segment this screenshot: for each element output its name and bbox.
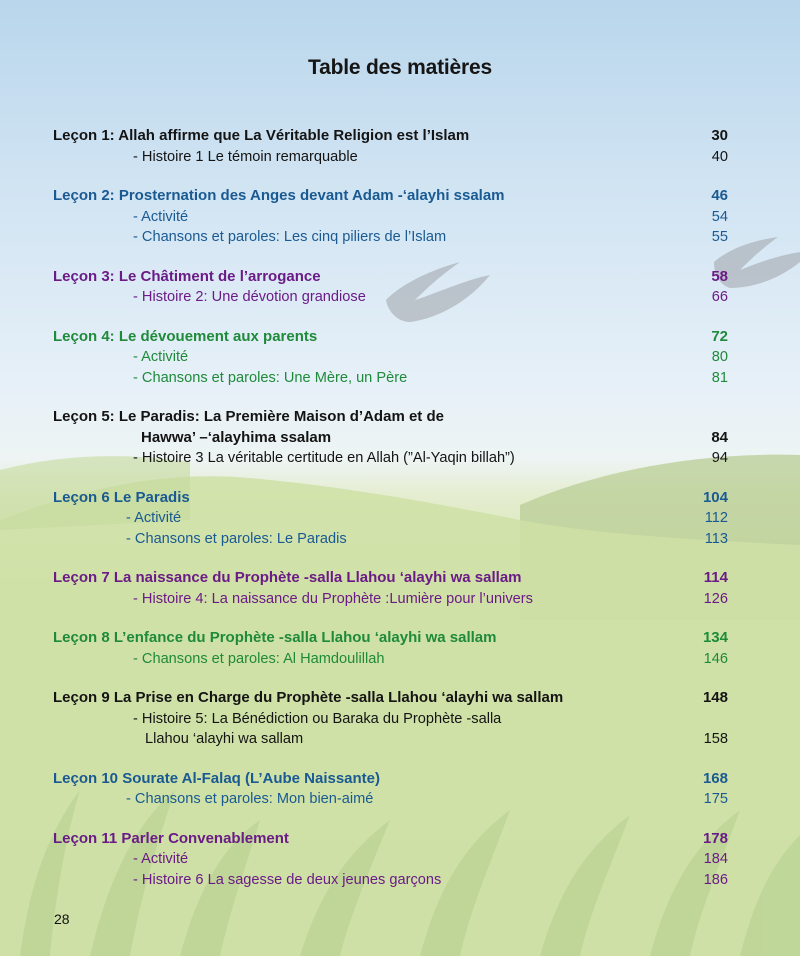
subentry-label: - Histoire 5: La Bénédiction ou Baraka du Prophète -salla <box>133 710 502 727</box>
toc-subentry[interactable] <box>53 147 728 168</box>
toc-entry[interactable] <box>53 327 728 348</box>
toc-lesson-4 <box>53 327 728 389</box>
toc-lesson-3 <box>53 267 728 308</box>
subentry-label: - Histoire 6 La sagesse de deux jeunes garçons <box>133 871 442 888</box>
toc-subentry[interactable] <box>53 347 728 368</box>
toc-entry[interactable] <box>53 126 728 147</box>
page-number: 28 <box>54 911 70 927</box>
toc-lesson-11 <box>53 829 728 891</box>
toc-lesson-10 <box>53 769 728 810</box>
subentry-label: - Chansons et paroles: Une Mère, un Père <box>133 369 408 386</box>
toc-subentry[interactable] <box>53 529 728 550</box>
toc-entry[interactable] <box>53 186 728 207</box>
toc-entry-continuation[interactable] <box>53 428 728 449</box>
page-ref: 40 <box>711 148 728 165</box>
subentry-label: - Chansons et paroles: Mon bien-aimé <box>126 791 374 807</box>
toc-entry[interactable] <box>53 267 728 288</box>
page-ref: 30 <box>711 127 728 144</box>
page-ref: 84 <box>711 428 728 446</box>
toc-subentry[interactable] <box>53 368 728 389</box>
subentry-label: - Chansons et paroles: Les cinq piliers de l’Islam <box>133 229 447 245</box>
page-ref: 114 <box>703 569 728 586</box>
page-ref: 184 <box>703 851 728 867</box>
page-ref: 134 <box>702 629 728 646</box>
page-ref: 186 <box>703 871 728 888</box>
page-title: Table des matières <box>308 56 492 79</box>
lesson-title: Leçon 4: Le dévouement aux parents <box>53 327 318 345</box>
lesson-title: Leçon 2: Prosternation des Anges devant Adam -‘alayhi ssalam <box>53 187 505 204</box>
page-ref: 81 <box>711 369 728 386</box>
page-ref: 104 <box>702 488 728 506</box>
toc-subentry[interactable] <box>53 709 728 730</box>
lesson-title: Leçon 5: Le Paradis: La Première Maison d’Adam et de <box>53 408 444 425</box>
page-ref: 146 <box>703 650 728 667</box>
page-ref: 175 <box>703 791 728 807</box>
subentry-label: - Histoire 3 La véritable certitude en Allah (”Al-Yaqin billah”) <box>133 450 515 466</box>
lesson-title-continued: Hawwa’ –‘alayhima ssalam <box>141 428 332 446</box>
lesson-title: Leçon 9 La Prise en Charge du Prophète -salla Llahou ‘alayhi wa sallam <box>53 689 564 706</box>
page-ref: 113 <box>704 530 728 547</box>
toc-subentry[interactable] <box>53 207 728 228</box>
lesson-title: Leçon 11 Parler Convenablement <box>53 829 289 847</box>
page-ref: 72 <box>711 327 728 345</box>
subentry-label: - Activité <box>133 851 189 867</box>
toc-subentry[interactable] <box>53 649 728 670</box>
table-of-contents <box>53 126 728 909</box>
subentry-label: - Histoire 1 Le témoin remarquable <box>133 148 358 165</box>
subentry-label: - Chansons et paroles: Al Hamdoulillah <box>133 650 385 667</box>
page-ref: 55 <box>711 229 728 245</box>
page-ref: 94 <box>711 450 728 466</box>
lesson-title: Leçon 3: Le Châtiment de l’arrogance <box>53 267 321 285</box>
page-ref: 126 <box>703 590 728 607</box>
lesson-title: Leçon 1: Allah affirme que La Véritable Religion est l’Islam <box>53 127 470 144</box>
toc-entry[interactable] <box>53 568 728 589</box>
page-ref: 80 <box>711 349 728 365</box>
subentry-label-continued: Llahou ‘alayhi wa sallam <box>145 731 304 747</box>
lesson-title: Leçon 10 Sourate Al-Falaq (L’Aube Naissante) <box>53 769 381 787</box>
toc-subentry[interactable] <box>53 789 728 810</box>
page-ref: 178 <box>702 829 728 847</box>
page-ref: 54 <box>711 208 728 225</box>
toc-subentry[interactable] <box>53 870 728 891</box>
toc-subentry[interactable] <box>53 849 728 870</box>
toc-entry[interactable] <box>53 829 728 850</box>
page-ref: 158 <box>703 731 728 747</box>
toc-lesson-1 <box>53 126 728 167</box>
toc-lesson-2 <box>53 186 728 248</box>
subentry-label: - Activité <box>126 510 182 526</box>
lesson-title: Leçon 6 Le Paradis <box>53 488 190 506</box>
subentry-label: - Activité <box>133 208 189 225</box>
toc-subentry[interactable] <box>53 287 728 308</box>
toc-subentry[interactable] <box>53 227 728 248</box>
page-ref: 148 <box>702 689 728 706</box>
toc-lesson-7 <box>53 568 728 609</box>
toc-lesson-9 <box>53 688 728 750</box>
page-ref: 66 <box>711 289 728 305</box>
page-ref: 112 <box>704 510 728 526</box>
page-ref: 46 <box>711 187 728 204</box>
page-ref: 58 <box>711 267 728 285</box>
subentry-label: - Activité <box>133 349 189 365</box>
toc-entry[interactable] <box>53 488 728 509</box>
subentry-label: - Chansons et paroles: Le Paradis <box>126 530 347 547</box>
toc-entry[interactable] <box>53 407 728 428</box>
toc-entry[interactable] <box>53 628 728 649</box>
toc-subentry-continuation[interactable] <box>53 729 728 750</box>
toc-subentry[interactable] <box>53 589 728 610</box>
toc-lesson-6 <box>53 488 728 550</box>
toc-entry[interactable] <box>53 688 728 709</box>
lesson-title: Leçon 7 La naissance du Prophète -salla Llahou ‘alayhi wa sallam <box>53 569 522 586</box>
toc-lesson-5 <box>53 407 728 469</box>
lesson-title: Leçon 8 L’enfance du Prophète -salla Llahou ‘alayhi wa sallam <box>53 629 497 646</box>
toc-entry[interactable] <box>53 769 728 790</box>
toc-subentry[interactable] <box>53 448 728 469</box>
subentry-label: - Histoire 2: Une dévotion grandiose <box>133 289 366 305</box>
subentry-label: - Histoire 4: La naissance du Prophète :Lumière pour l’univers <box>133 590 533 607</box>
toc-lesson-8 <box>53 628 728 669</box>
page-ref: 168 <box>702 769 728 787</box>
toc-subentry[interactable] <box>53 508 728 529</box>
